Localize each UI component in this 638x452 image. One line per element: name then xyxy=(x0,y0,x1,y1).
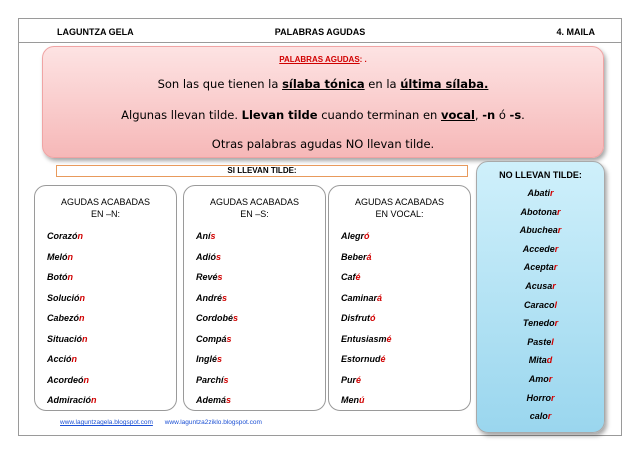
word-item: Estornudé xyxy=(341,354,386,364)
word-ending: s xyxy=(210,231,216,241)
word-item: Cabezón xyxy=(47,313,85,323)
word-ending: ó xyxy=(364,231,370,241)
word-ending: n xyxy=(77,231,84,241)
word-item: Admiración xyxy=(47,395,97,405)
word-item: Además xyxy=(196,395,232,405)
word-item: Parchís xyxy=(196,374,229,385)
word-item: Situación xyxy=(47,333,88,344)
word-item: Amor xyxy=(528,373,553,384)
word-item: Café xyxy=(341,272,361,282)
word-list xyxy=(196,231,238,416)
word-ending: n xyxy=(67,251,74,262)
word-item: Anís xyxy=(196,231,216,241)
word-item: calor xyxy=(529,411,552,422)
si-llevan-label: SI LLEVAN TILDE: xyxy=(56,165,468,177)
column-s xyxy=(183,185,326,411)
word-ending: n xyxy=(71,354,78,364)
word-ending: ú xyxy=(359,395,365,405)
word-ending: s xyxy=(226,395,232,405)
word-ending: n xyxy=(79,292,86,303)
word-item: Entusiasmé xyxy=(341,333,392,344)
word-item: Tenedor xyxy=(522,318,559,329)
word-ending: s xyxy=(226,333,232,344)
column-n xyxy=(34,185,177,411)
word-ending: l xyxy=(551,336,554,347)
word-item: Alegró xyxy=(341,231,370,241)
word-item: Andrés xyxy=(196,292,228,303)
footer-links xyxy=(60,419,272,426)
word-ending: s xyxy=(217,354,223,364)
word-item: Acordeón xyxy=(47,374,90,385)
word-item: Botón xyxy=(47,272,73,282)
word-item: Aceptar xyxy=(523,262,558,273)
definition-box xyxy=(42,46,604,158)
word-ending: r xyxy=(548,373,553,384)
word-item: Revés xyxy=(196,272,223,282)
header-right: 4. MAILA xyxy=(556,27,595,37)
word-ending: á xyxy=(377,292,383,303)
word-item: Abotonar xyxy=(520,206,561,217)
word-ending: r xyxy=(554,243,559,254)
word-item: Compás xyxy=(196,333,232,344)
definition-title: PALABRAS AGUDAS: . xyxy=(279,55,367,64)
word-item: Caminará xyxy=(341,292,383,303)
column-heading: AGUDAS ACABADAS EN VOCAL: xyxy=(354,197,445,219)
word-item: Menú xyxy=(341,395,365,405)
header-row xyxy=(19,19,621,43)
word-item: Acceder xyxy=(522,243,559,254)
word-ending: r xyxy=(547,411,552,422)
word-item: Solución xyxy=(47,292,86,303)
word-ending: r xyxy=(550,392,555,403)
word-ending: s xyxy=(222,292,228,303)
word-ending: n xyxy=(82,333,88,344)
no-llevan-heading: NO LLEVAN TILDE: xyxy=(499,170,582,180)
word-item: Disfrutó xyxy=(341,313,376,323)
column-heading: AGUDAS ACABADAS EN –N: xyxy=(60,197,151,219)
no-llevan-box xyxy=(476,161,605,433)
word-ending: r xyxy=(549,188,554,198)
word-item: Abuchear xyxy=(519,225,562,236)
word-item: Mitad xyxy=(528,355,553,366)
word-ending: n xyxy=(83,374,90,385)
footer-link-laguntzagela[interactable]: www.laguntzagela.blogspot.com xyxy=(60,419,153,426)
word-ending: á xyxy=(366,251,372,262)
word-ending: s xyxy=(217,272,223,282)
word-ending: n xyxy=(91,395,97,405)
word-item: Adiós xyxy=(196,251,222,262)
word-item: Abatir xyxy=(527,188,554,198)
word-list xyxy=(47,231,97,416)
definition-line-1: Son las que tienen la sílaba tónica en la última sílaba. xyxy=(157,77,489,91)
word-ending: s xyxy=(216,251,222,262)
word-ending: n xyxy=(79,313,85,323)
word-ending: r xyxy=(557,225,562,236)
word-item: Inglés xyxy=(196,354,223,364)
word-item: Corazón xyxy=(47,231,84,241)
definition-line-2: Algunas llevan tilde. Llevan tilde cuando terminan en vocal, -n ó -s. xyxy=(121,108,525,122)
word-ending: é xyxy=(356,374,362,385)
word-item: Cordobés xyxy=(196,313,239,323)
word-ending: n xyxy=(67,272,73,282)
word-ending: r xyxy=(552,280,556,291)
header-title: PALABRAS AGUDAS xyxy=(274,27,366,37)
word-list xyxy=(341,231,392,416)
definition-line-3: Otras palabras agudas NO llevan tilde. xyxy=(211,137,435,151)
word-ending: s xyxy=(223,374,229,385)
word-ending: l xyxy=(554,299,558,310)
word-item: Beberá xyxy=(341,251,372,262)
word-ending: é xyxy=(380,354,386,364)
word-ending: ó xyxy=(370,313,376,323)
column-heading: AGUDAS ACABADAS EN –S: xyxy=(209,197,300,219)
word-item: Horror xyxy=(526,392,555,403)
word-item: Acusar xyxy=(525,280,556,291)
word-ending: d xyxy=(546,355,553,366)
word-item: Caracol xyxy=(523,299,558,310)
word-ending: r xyxy=(553,262,558,273)
word-item: Pastel xyxy=(527,336,554,347)
word-ending: é xyxy=(355,272,361,282)
word-list xyxy=(477,188,604,430)
word-item: Puré xyxy=(341,374,362,385)
word-item: Acción xyxy=(47,354,78,364)
header-left: LAGUNTZA GELA xyxy=(57,27,134,37)
footer-link-laguntza2ziklo[interactable]: www.laguntza2ziklo.blogspot.com xyxy=(164,419,262,426)
word-ending: r xyxy=(554,318,559,329)
word-ending: s xyxy=(233,313,239,323)
word-ending: é xyxy=(386,333,392,344)
word-ending: r xyxy=(556,206,561,217)
word-item: Melón xyxy=(47,251,74,262)
column-vocal xyxy=(328,185,471,411)
